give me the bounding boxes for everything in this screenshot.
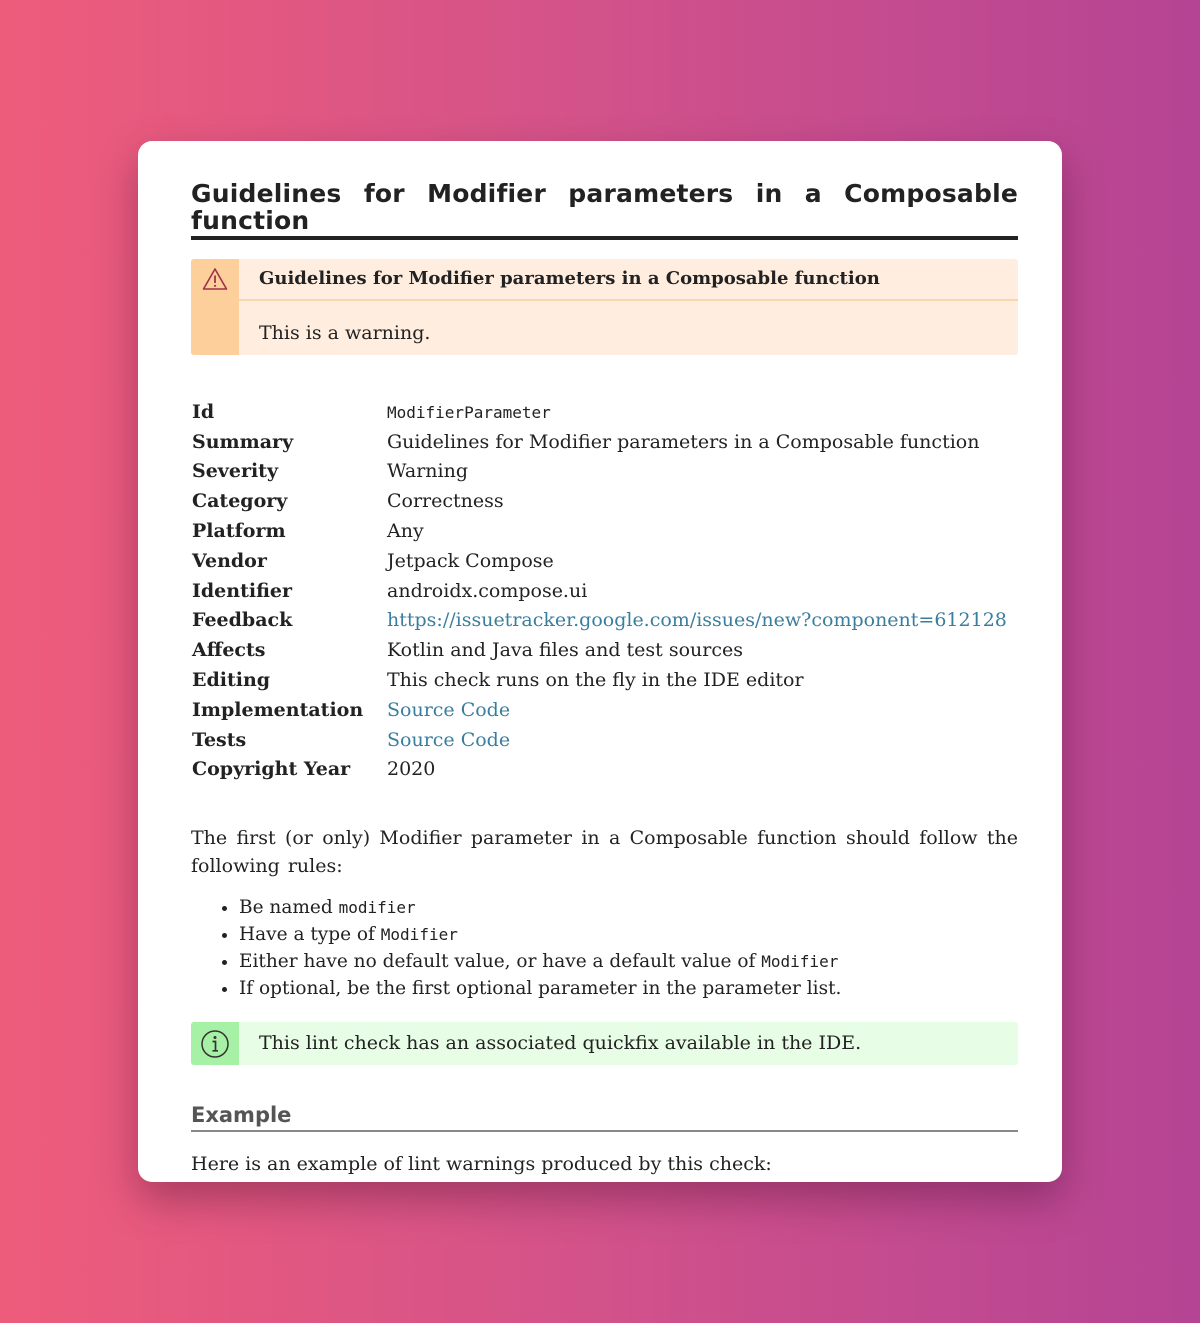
list-item bbox=[239, 948, 1018, 975]
rule-text: Either have no default value, or have a default value of bbox=[239, 951, 762, 973]
rule-text: If optional, be the first optional parameter in the parameter list. bbox=[239, 978, 842, 1000]
property-row bbox=[191, 457, 1007, 487]
property-key: Editing bbox=[192, 669, 271, 692]
property-key: Severity bbox=[192, 460, 278, 483]
intro-paragraph: The first (or only) Modifier parameter in a Composable function should follow the following rules: bbox=[191, 827, 1018, 878]
property-value: Correctness bbox=[387, 490, 504, 513]
property-link[interactable]: Source Code bbox=[387, 698, 511, 721]
property-row bbox=[191, 755, 1007, 785]
property-link[interactable]: https://issuetracker.google.com/issues/new?component=612128 bbox=[387, 609, 1007, 632]
example-text: Here is an example of lint warnings produced by this check: bbox=[191, 1153, 772, 1176]
property-row bbox=[191, 635, 1007, 665]
list-item bbox=[239, 921, 1018, 948]
info-strip bbox=[191, 1022, 239, 1065]
rule-code: Modifier bbox=[380, 925, 458, 945]
property-value-cell bbox=[387, 486, 1007, 516]
property-value: Kotlin and Java files and test sources bbox=[387, 639, 743, 662]
property-row bbox=[191, 397, 1007, 427]
property-value-cell bbox=[387, 397, 1007, 427]
rule-code: Modifier bbox=[761, 952, 839, 972]
property-key: Implementation bbox=[192, 698, 364, 721]
property-row bbox=[191, 695, 1007, 725]
property-value-cell bbox=[387, 546, 1007, 576]
property-value-cell bbox=[387, 457, 1007, 487]
property-key: Tests bbox=[192, 728, 247, 751]
warning-strip bbox=[191, 259, 239, 355]
rule-code: modifier bbox=[338, 898, 416, 918]
rule-text: Have a type of bbox=[239, 924, 381, 946]
property-row bbox=[191, 606, 1007, 636]
list-item bbox=[239, 894, 1018, 921]
property-key: Affects bbox=[192, 639, 266, 662]
properties-table bbox=[191, 397, 1007, 784]
property-value-cell bbox=[387, 755, 1007, 785]
property-value: Jetpack Compose bbox=[387, 549, 554, 572]
rule-text: Be named bbox=[239, 897, 339, 919]
property-value-cell bbox=[387, 606, 1007, 636]
property-value-cell bbox=[387, 516, 1007, 546]
property-value-cell bbox=[387, 576, 1007, 606]
warning-box bbox=[191, 259, 1018, 355]
property-value: Guidelines for Modifier parameters in a Composable function bbox=[387, 430, 980, 453]
property-row bbox=[191, 486, 1007, 516]
example-heading: Example bbox=[191, 1103, 1018, 1132]
property-value: Warning bbox=[387, 460, 469, 483]
property-value-cell bbox=[387, 695, 1007, 725]
property-value: ModifierParameter bbox=[387, 402, 551, 422]
property-key: Summary bbox=[192, 430, 294, 453]
document-content bbox=[191, 141, 1018, 1176]
property-row bbox=[191, 516, 1007, 546]
property-key: Platform bbox=[192, 520, 286, 543]
info-box bbox=[191, 1022, 1018, 1065]
warning-text: This is a warning. bbox=[259, 322, 431, 344]
property-key: Id bbox=[192, 400, 215, 423]
property-row bbox=[191, 546, 1007, 576]
property-value: This check runs on the fly in the IDE editor bbox=[387, 669, 804, 692]
property-row bbox=[191, 725, 1007, 755]
document-card bbox=[138, 141, 1062, 1182]
property-row bbox=[191, 665, 1007, 695]
info-text: This lint check has an associated quickfix available in the IDE. bbox=[259, 1032, 862, 1055]
info-circle-icon bbox=[200, 1029, 230, 1059]
property-key: Feedback bbox=[192, 609, 293, 632]
property-value: Any bbox=[387, 520, 424, 543]
property-link[interactable]: Source Code bbox=[387, 728, 511, 751]
property-key: Category bbox=[192, 490, 288, 513]
property-value-cell bbox=[387, 725, 1007, 755]
page-title: Guidelines for Modifier parameters in a Composable function bbox=[191, 180, 1018, 240]
property-value: androidx.compose.ui bbox=[387, 579, 588, 602]
rules-list bbox=[191, 894, 1018, 1002]
warning-title: Guidelines for Modifier parameters in a Composable function bbox=[239, 259, 1018, 301]
property-key: Copyright Year bbox=[192, 758, 351, 781]
warning-triangle-icon bbox=[202, 267, 228, 291]
property-key: Vendor bbox=[192, 549, 267, 572]
property-value-cell bbox=[387, 427, 1007, 457]
property-value-cell bbox=[387, 635, 1007, 665]
property-value-cell bbox=[387, 665, 1007, 695]
property-row bbox=[191, 576, 1007, 606]
property-value: 2020 bbox=[387, 758, 436, 781]
property-row bbox=[191, 427, 1007, 457]
property-key: Identifier bbox=[192, 579, 292, 602]
list-item bbox=[239, 975, 1018, 1002]
